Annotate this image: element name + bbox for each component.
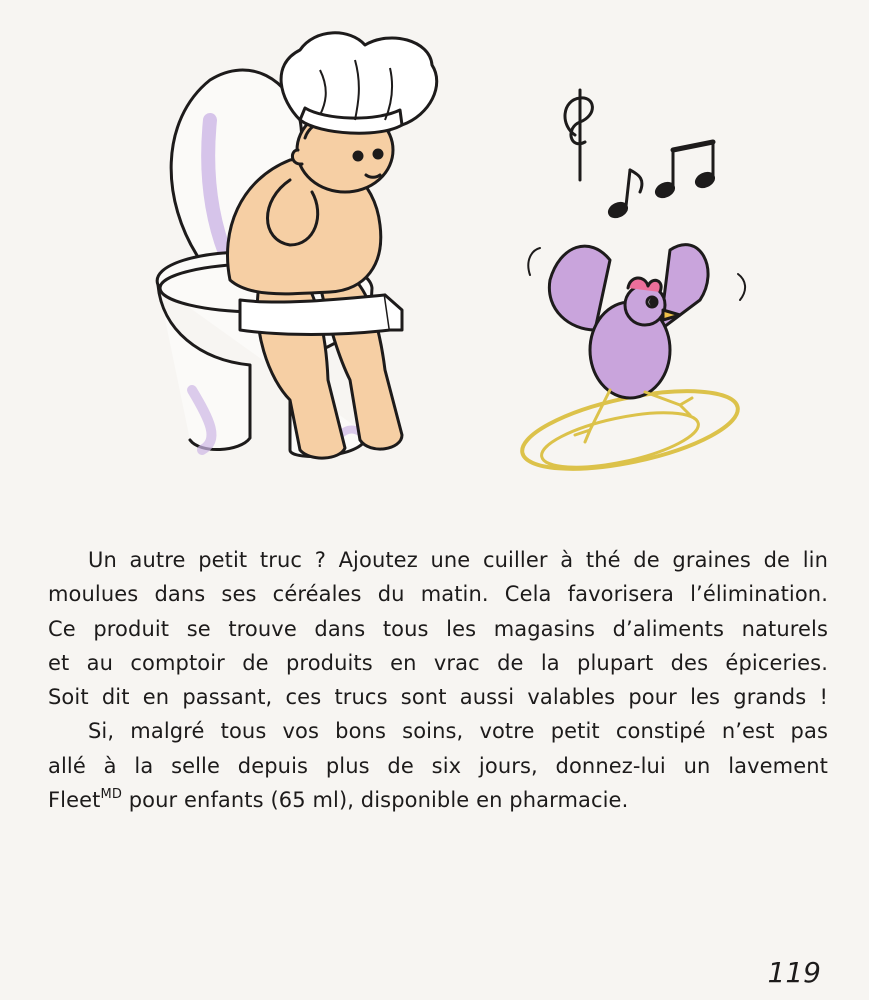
page-number: 119 (767, 956, 821, 989)
text-line: Si, malgré tous vos bons soins, votre petit constipé n’est pas (88, 719, 828, 744)
text-line: moulues dans ses céréales du matin. Cela favorisera l’élimination. (48, 582, 828, 607)
paragraph-2 (48, 714, 828, 817)
text-line: Un autre petit truc ? Ajoutez une cuiller à thé de graines de lin (88, 548, 828, 572)
body-text (48, 543, 828, 817)
dancing-bird-drawing (516, 245, 745, 485)
chef-hat-drawing (281, 33, 437, 133)
child-on-toilet-illustration (140, 30, 780, 500)
text-line (48, 783, 828, 817)
trademark-superscript: MD (100, 787, 122, 803)
text-line: Soit dit en passant, ces trucs sont aussi valables pour les grands ! (48, 685, 828, 710)
brand-name: Fleet (48, 788, 101, 813)
text-fragment: pour enfants (65 ml), disponible en pharmacie. (121, 788, 629, 813)
text-line: et au comptoir de produits en vrac de la plupart des épiceries. (48, 650, 828, 675)
paragraph-1 (48, 543, 828, 714)
text-line: allé à la selle depuis plus de six jours, donnez-lui un lavement (48, 753, 828, 778)
text-line: Ce produit se trouve dans tous les magasins d’aliments naturels (48, 616, 828, 641)
music-notes-icon (565, 90, 716, 219)
